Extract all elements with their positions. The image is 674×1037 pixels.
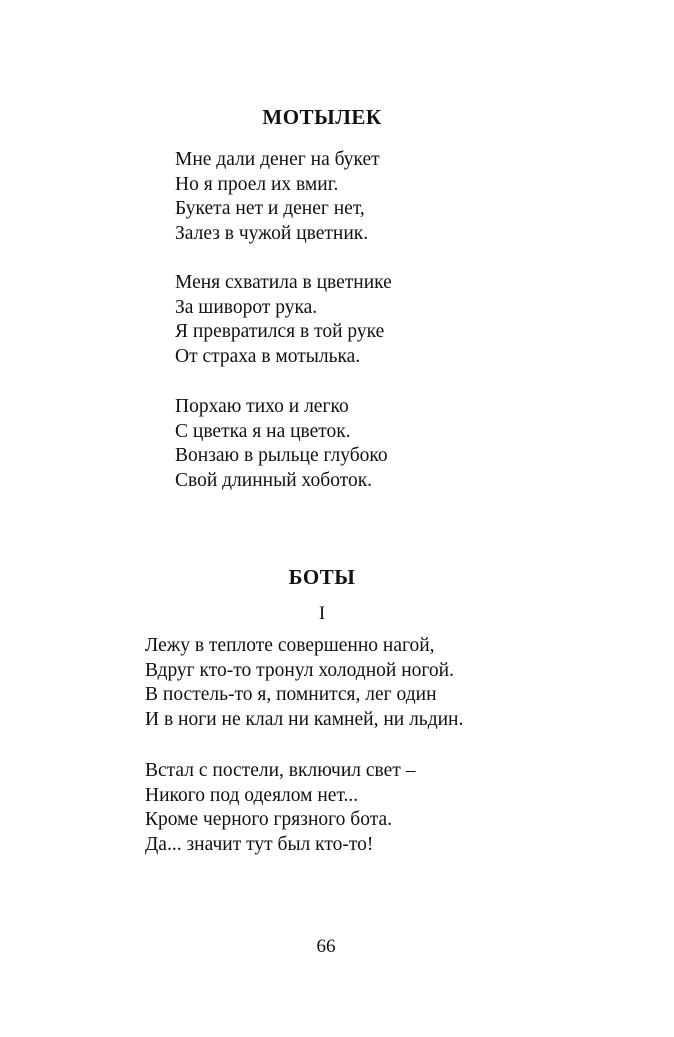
verse-line: И в ноги не клал ни камней, ни льдин. (145, 708, 464, 730)
verse-line: Порхаю тихо и легко (175, 396, 349, 417)
poem-2-stanza-1 (145, 634, 463, 732)
poem-1-stanza-3 (175, 395, 388, 493)
verse-line: Вонзаю в рыльце глубоко (175, 445, 388, 467)
verse-line: Вдруг кто-то тронул холодной ногой. (145, 659, 454, 681)
verse-line: Меня схватила в цветнике (175, 272, 392, 293)
verse-line: Букета нет и денег нет, (175, 198, 365, 220)
verse-line: Лежу в теплоте совершенно нагой, (145, 635, 435, 656)
verse-line: Кроме черного грязного бота. (145, 809, 392, 831)
verse-line: Я превратился в той руке (175, 321, 385, 343)
verse-line: От страха в мотылька. (175, 345, 361, 367)
poem-title-boty: БОТЫ (288, 565, 356, 589)
page-number: 66 (316, 936, 336, 957)
verse-line: Встал с постели, включил свет – (145, 760, 416, 781)
poem-1-stanza-1 (175, 148, 380, 246)
verse-line: Залез в чужой цветник. (175, 222, 369, 244)
verse-line: Никого под одеялом нет... (145, 784, 359, 806)
verse-line: В постель-то я, помнится, лег один (145, 684, 437, 706)
verse-line: Мне дали денег на букет (175, 149, 380, 170)
verse-line: Но я проел их вмиг. (175, 173, 339, 195)
poem-2-stanza-2 (145, 759, 415, 857)
verse-line: Да... значит тут был кто-то! (145, 833, 374, 855)
section-numeral: I (318, 603, 326, 624)
verse-line: За шиворот рука. (175, 296, 318, 318)
poem-title-motylek: МОТЫЛЕК (262, 105, 382, 129)
verse-line: Свой длинный хоботок. (175, 469, 373, 491)
verse-line: С цветка я на цветок. (175, 420, 351, 442)
poem-1-stanza-2 (175, 271, 392, 369)
